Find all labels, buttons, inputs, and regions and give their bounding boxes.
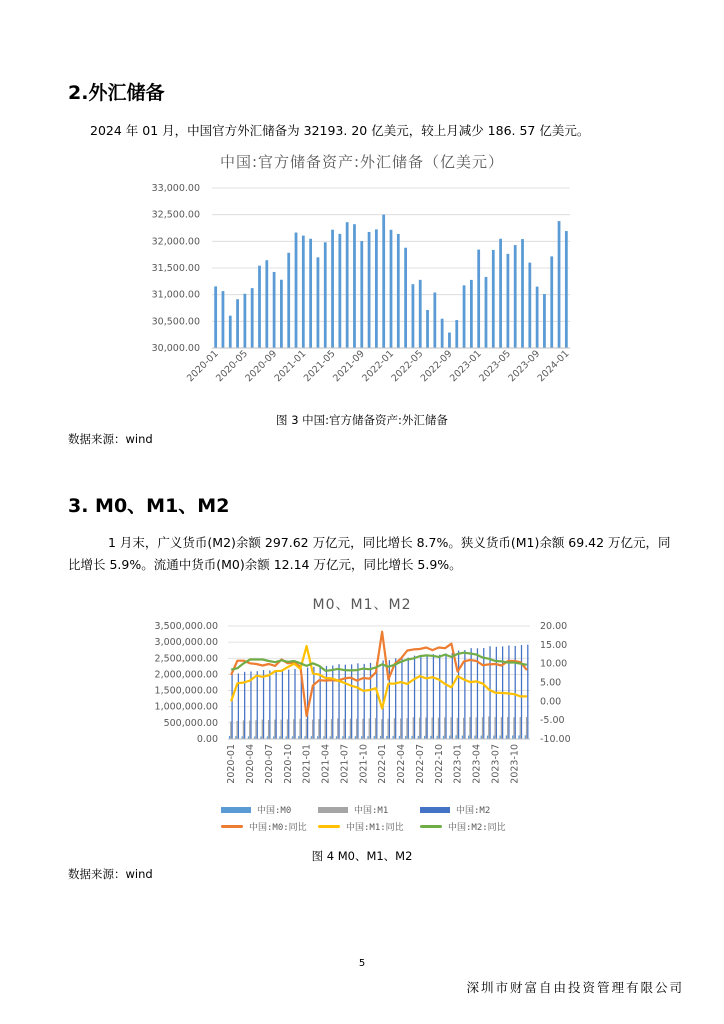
reserves-bar <box>287 253 290 348</box>
reserves-bar <box>390 230 393 348</box>
money-bar-m2 <box>370 663 371 739</box>
reserves-bar <box>382 215 385 348</box>
money-bar-m0 <box>518 735 519 739</box>
money-bar-m0 <box>449 736 450 739</box>
money-bar-m2 <box>269 670 270 739</box>
reserves-chart-title: 中国:官方储备资产:外汇储备（亿美元） <box>219 153 505 171</box>
reserves-bar <box>426 310 429 348</box>
reserves-bar <box>360 241 363 348</box>
section2-heading: 2.外汇储备 <box>68 82 165 104</box>
money-bar-m1 <box>306 719 307 739</box>
money-bar-m2 <box>313 667 314 739</box>
legend-m0-swatch <box>221 807 251 813</box>
money-line-m0-yoy <box>231 632 527 716</box>
legend-m0-label: 中国:M0 <box>257 806 292 816</box>
reserves-bar <box>222 291 225 348</box>
legend-m1 <box>318 803 388 816</box>
reserves-bar <box>243 294 246 348</box>
money-bar-m2 <box>527 645 528 739</box>
money-bar-m1 <box>463 718 464 739</box>
money-bar-m1 <box>413 717 414 739</box>
reserves-bar <box>558 221 561 348</box>
money-xtick-label: 2023-10 <box>509 744 521 784</box>
money-xtick-label: 2020-01 <box>226 744 238 784</box>
money-bar-m0 <box>512 735 513 739</box>
footer-company: 深圳市财富自由投资管理有限公司 <box>466 980 684 995</box>
reserves-bar <box>295 233 298 348</box>
reserves-bar <box>507 254 510 348</box>
reserves-bar <box>419 280 422 348</box>
money-bar-m2 <box>338 664 339 739</box>
money-bar-m1 <box>268 720 269 739</box>
money-bar-m1 <box>457 718 458 739</box>
figure3-caption: 图 3 中国:官方储备资产:外汇储备 <box>276 413 448 427</box>
money-bar-m2 <box>257 671 258 739</box>
reserves-bar <box>441 319 444 348</box>
money-bar-m1 <box>507 717 508 739</box>
reserves-bar <box>499 239 502 348</box>
reserves-chart <box>0 170 724 405</box>
reserves-bar <box>273 272 276 348</box>
reserves-bar <box>536 287 539 348</box>
reserves-bar <box>463 285 466 348</box>
money-bar-m2 <box>231 674 232 739</box>
money-bar-m2 <box>307 668 308 739</box>
money-bar-m1 <box>469 717 470 739</box>
money-bar-m1 <box>293 719 294 739</box>
money-bar-m2 <box>452 653 453 739</box>
reserves-xtick-label: 2020-09 <box>243 348 280 385</box>
reserves-bar <box>317 257 320 348</box>
reserves-bar <box>448 333 451 348</box>
money-bar-m1 <box>513 717 514 739</box>
money-bar-m1 <box>230 721 231 739</box>
money-bar-m1 <box>501 717 502 739</box>
reserves-bar <box>455 320 458 348</box>
money-bar-m0 <box>506 735 507 739</box>
reserves-bar <box>477 250 480 348</box>
reserves-ytick-label: 30,000.00 <box>151 343 200 354</box>
money-bar-m1 <box>488 717 489 739</box>
figure4-caption: 图 4 M0、M1、M2 <box>311 849 413 863</box>
reserves-bar <box>492 250 495 348</box>
legend-m0 <box>221 803 291 816</box>
money-bar-m1 <box>281 720 282 739</box>
money-bar-m1 <box>425 718 426 739</box>
money-bar-m2 <box>445 653 446 739</box>
money-bar-m0 <box>493 736 494 739</box>
money-bar-m2 <box>326 666 327 739</box>
money-right-ytick-label: 20.00 <box>540 621 568 632</box>
reserves-bar <box>412 284 415 348</box>
reserves-ytick-label: 33,000.00 <box>151 183 200 194</box>
money-right-ytick-label: 0.00 <box>540 696 562 708</box>
reserves-bar <box>353 224 356 348</box>
money-bar-m2 <box>515 646 516 739</box>
section3-paragraph-line1: 1 月末，广义货币(M2)余额 297.62 万亿元，同比增长 8.7%。狭义货币(M1)余额 69.42 万亿元，同 <box>108 535 671 550</box>
money-bar-m2 <box>288 670 289 739</box>
reserves-xtick-label: 2023-01 <box>447 348 484 385</box>
money-bar-m0 <box>474 736 475 739</box>
reserves-bar <box>375 229 378 348</box>
money-bar-m1 <box>262 719 263 739</box>
reserves-bar <box>280 280 283 348</box>
money-bar-m1 <box>299 719 300 739</box>
money-left-ytick-label: 3,000,000.00 <box>154 637 218 649</box>
money-bar-m1 <box>394 718 395 739</box>
reserves-bar <box>346 222 349 348</box>
reserves-ytick-label: 31,000.00 <box>151 289 200 301</box>
money-bar-m2 <box>376 662 377 739</box>
reserves-xtick-label: 2022-01 <box>360 348 397 385</box>
legend-m0-yoy-swatch <box>221 825 243 828</box>
money-right-ytick-label: 10.00 <box>540 658 568 670</box>
money-bar-m2 <box>364 664 365 739</box>
reserves-bar <box>309 239 312 348</box>
legend-m1-swatch <box>318 807 348 813</box>
money-bar-m1 <box>325 719 326 739</box>
reserves-bar <box>433 292 436 348</box>
money-bar-m1 <box>526 717 527 739</box>
money-bar-m2 <box>389 660 390 739</box>
legend-m1-yoy-label: 中国:M1:同比 <box>346 823 404 833</box>
money-right-ytick-label: 15.00 <box>540 639 568 651</box>
reserves-bar <box>528 263 531 348</box>
money-bar-m2 <box>414 656 415 739</box>
money-xtick-label: 2021-10 <box>358 744 370 784</box>
money-bar-m2 <box>357 663 358 739</box>
reserves-ytick-label: 31,500.00 <box>151 263 200 274</box>
money-chart-title: M0、M1、M2 <box>312 597 412 613</box>
money-bar-m1 <box>419 718 420 739</box>
money-left-ytick-label: 2,000,000.00 <box>154 669 218 681</box>
money-xtick-label: 2020-04 <box>245 744 257 784</box>
legend-m2 <box>420 803 490 816</box>
reserves-bar <box>338 234 341 348</box>
reserves-xtick-label: 2021-01 <box>272 348 309 385</box>
money-bar-m0 <box>462 736 463 739</box>
money-right-ytick-label: -10.00 <box>540 734 571 745</box>
legend-m0-yoy-label: 中国:M0:同比 <box>249 823 307 833</box>
legend-m2-yoy-swatch <box>420 825 442 828</box>
money-xtick-label: 2022-04 <box>396 744 408 784</box>
legend-m1-yoy <box>318 820 404 833</box>
reserves-ytick-label: 32,000.00 <box>151 236 200 248</box>
money-bar-m2 <box>458 651 459 739</box>
money-chart <box>0 612 724 797</box>
reserves-bar <box>521 239 524 348</box>
reserves-bar <box>251 288 254 348</box>
money-bar-m1 <box>494 717 495 739</box>
section3-heading: 3. M0、M1、M2 <box>68 495 230 517</box>
money-bar-m1 <box>312 720 313 739</box>
reserves-xtick-label: 2021-09 <box>331 348 367 385</box>
section2-paragraph: 2024 年 01 月，中国官方外汇储备为 32193. 20 亿美元，较上月减少 186. 57 亿美元。 <box>90 123 590 138</box>
money-bar-m0 <box>455 735 456 739</box>
reserves-bar <box>324 242 327 348</box>
money-bar-m1 <box>450 717 451 739</box>
money-bar-m1 <box>350 719 351 739</box>
money-bar-m1 <box>520 717 521 739</box>
reserves-ytick-label: 30,500.00 <box>151 316 200 328</box>
legend-m2-yoy <box>420 820 506 833</box>
money-bar-m2 <box>433 654 434 739</box>
money-bar-m1 <box>331 719 332 739</box>
money-bar-m0 <box>499 736 500 739</box>
money-bar-m0 <box>525 735 526 739</box>
reserves-bar <box>543 294 546 348</box>
legend-m2-yoy-label: 中国:M2:同比 <box>448 823 506 833</box>
money-left-ytick-label: 1,000,000.00 <box>154 701 218 713</box>
money-bar-m1 <box>482 717 483 739</box>
reserves-xtick-label: 2024-01 <box>535 348 572 385</box>
money-bar-m1 <box>287 719 288 739</box>
money-bar-m1 <box>274 720 275 739</box>
money-chart-legend <box>0 800 724 834</box>
money-bar-m1 <box>337 718 338 739</box>
money-bar-m2 <box>345 665 346 739</box>
reserves-bar <box>485 277 488 348</box>
reserves-bar <box>550 256 553 348</box>
money-xtick-label: 2023-04 <box>471 744 483 784</box>
money-bar-m0 <box>481 736 482 739</box>
reserves-bar <box>404 248 407 348</box>
money-bar-m2 <box>508 645 509 739</box>
money-right-ytick-label: 5.00 <box>540 677 562 689</box>
legend-m2-swatch <box>420 807 450 813</box>
money-xtick-label: 2021-07 <box>339 744 351 784</box>
money-bar-m2 <box>401 658 402 739</box>
money-bar-m2 <box>483 648 484 739</box>
reserves-xtick-label: 2021-05 <box>301 348 338 385</box>
money-bar-m1 <box>375 718 376 739</box>
money-bar-m2 <box>471 648 472 739</box>
money-bar-m1 <box>406 718 407 739</box>
money-bar-m2 <box>294 669 295 739</box>
legend-m1-label: 中国:M1 <box>354 806 389 816</box>
reserves-xtick-label: 2023-09 <box>506 348 543 385</box>
reserves-bar <box>514 245 517 348</box>
money-left-ytick-label: 1,500,000.00 <box>154 685 218 697</box>
money-bar-m1 <box>362 719 363 739</box>
money-bar-m2 <box>464 650 465 739</box>
money-xtick-label: 2022-10 <box>433 744 445 784</box>
money-bar-m1 <box>255 720 256 739</box>
reserves-bar <box>368 232 371 348</box>
reserves-bar <box>214 286 217 348</box>
money-bar-m1 <box>476 717 477 739</box>
money-bar-m1 <box>387 719 388 739</box>
money-bar-m2 <box>521 645 522 739</box>
money-bar-m2 <box>408 658 409 739</box>
money-bar-m1 <box>381 719 382 739</box>
reserves-ytick-label: 32,500.00 <box>151 209 200 221</box>
legend-m0-yoy <box>221 820 307 833</box>
money-bar-m2 <box>439 655 440 739</box>
money-xtick-label: 2020-07 <box>263 744 275 784</box>
money-xtick-label: 2021-04 <box>320 744 332 784</box>
money-bar-m1 <box>369 718 370 739</box>
money-left-ytick-label: 0.00 <box>196 734 218 745</box>
legend-m2-label: 中国:M2 <box>456 806 491 816</box>
reserves-bar <box>236 299 239 348</box>
money-left-ytick-label: 3,500,000.00 <box>154 621 218 632</box>
money-xtick-label: 2022-01 <box>377 744 389 784</box>
money-bar-m1 <box>249 721 250 739</box>
money-xtick-label: 2023-01 <box>452 744 464 784</box>
money-bar-m1 <box>243 720 244 739</box>
money-bar-m2 <box>332 666 333 739</box>
money-left-ytick-label: 2,500,000.00 <box>154 653 218 665</box>
money-bar-m2 <box>420 656 421 739</box>
money-bar-m2 <box>395 658 396 739</box>
reserves-xtick-label: 2020-01 <box>184 348 221 385</box>
money-bar-m0 <box>468 736 469 739</box>
reserves-bar <box>229 316 232 348</box>
money-bar-m2 <box>282 669 283 739</box>
section2-source: 数据来源：wind <box>68 432 153 446</box>
reserves-xtick-label: 2022-09 <box>418 348 455 385</box>
page-number: 5 <box>358 958 366 969</box>
reserves-bar <box>331 230 334 348</box>
money-xtick-label: 2022-07 <box>414 744 426 784</box>
money-bar-m1 <box>236 721 237 739</box>
money-bar-m1 <box>356 719 357 739</box>
reserves-bar <box>302 236 305 348</box>
section3-paragraph-line2: 比增长 5.9%。流通中货币(M0)余额 12.14 万亿元，同比增长 5.9%。 <box>68 557 462 572</box>
money-bar-m1 <box>343 719 344 739</box>
money-bar-m1 <box>432 718 433 739</box>
reserves-bar <box>470 280 473 348</box>
money-xtick-label: 2020-10 <box>282 744 294 784</box>
money-xtick-label: 2023-07 <box>490 744 502 784</box>
reserves-bar <box>565 231 568 348</box>
reserves-xtick-label: 2022-05 <box>389 348 426 385</box>
reserves-xtick-label: 2020-05 <box>214 348 250 385</box>
section3-source: 数据来源：wind <box>68 867 153 881</box>
money-bar-m0 <box>487 736 488 739</box>
reserves-xtick-label: 2023-05 <box>477 348 514 385</box>
money-bar-m2 <box>263 670 264 739</box>
money-left-ytick-label: 500,000.00 <box>163 717 218 729</box>
legend-m1-yoy-swatch <box>318 825 340 828</box>
money-bar-m1 <box>444 717 445 739</box>
reserves-bar <box>265 260 268 348</box>
money-bar-m1 <box>400 718 401 739</box>
money-bar-m1 <box>438 718 439 739</box>
money-bar-m2 <box>276 670 277 739</box>
reserves-bar <box>258 266 261 348</box>
money-right-ytick-label: -5.00 <box>540 715 565 727</box>
money-xtick-label: 2021-01 <box>301 744 313 784</box>
money-bar-m2 <box>351 664 352 739</box>
money-bar-m1 <box>318 719 319 739</box>
reserves-bar <box>397 234 400 348</box>
money-bar-m2 <box>427 655 428 739</box>
